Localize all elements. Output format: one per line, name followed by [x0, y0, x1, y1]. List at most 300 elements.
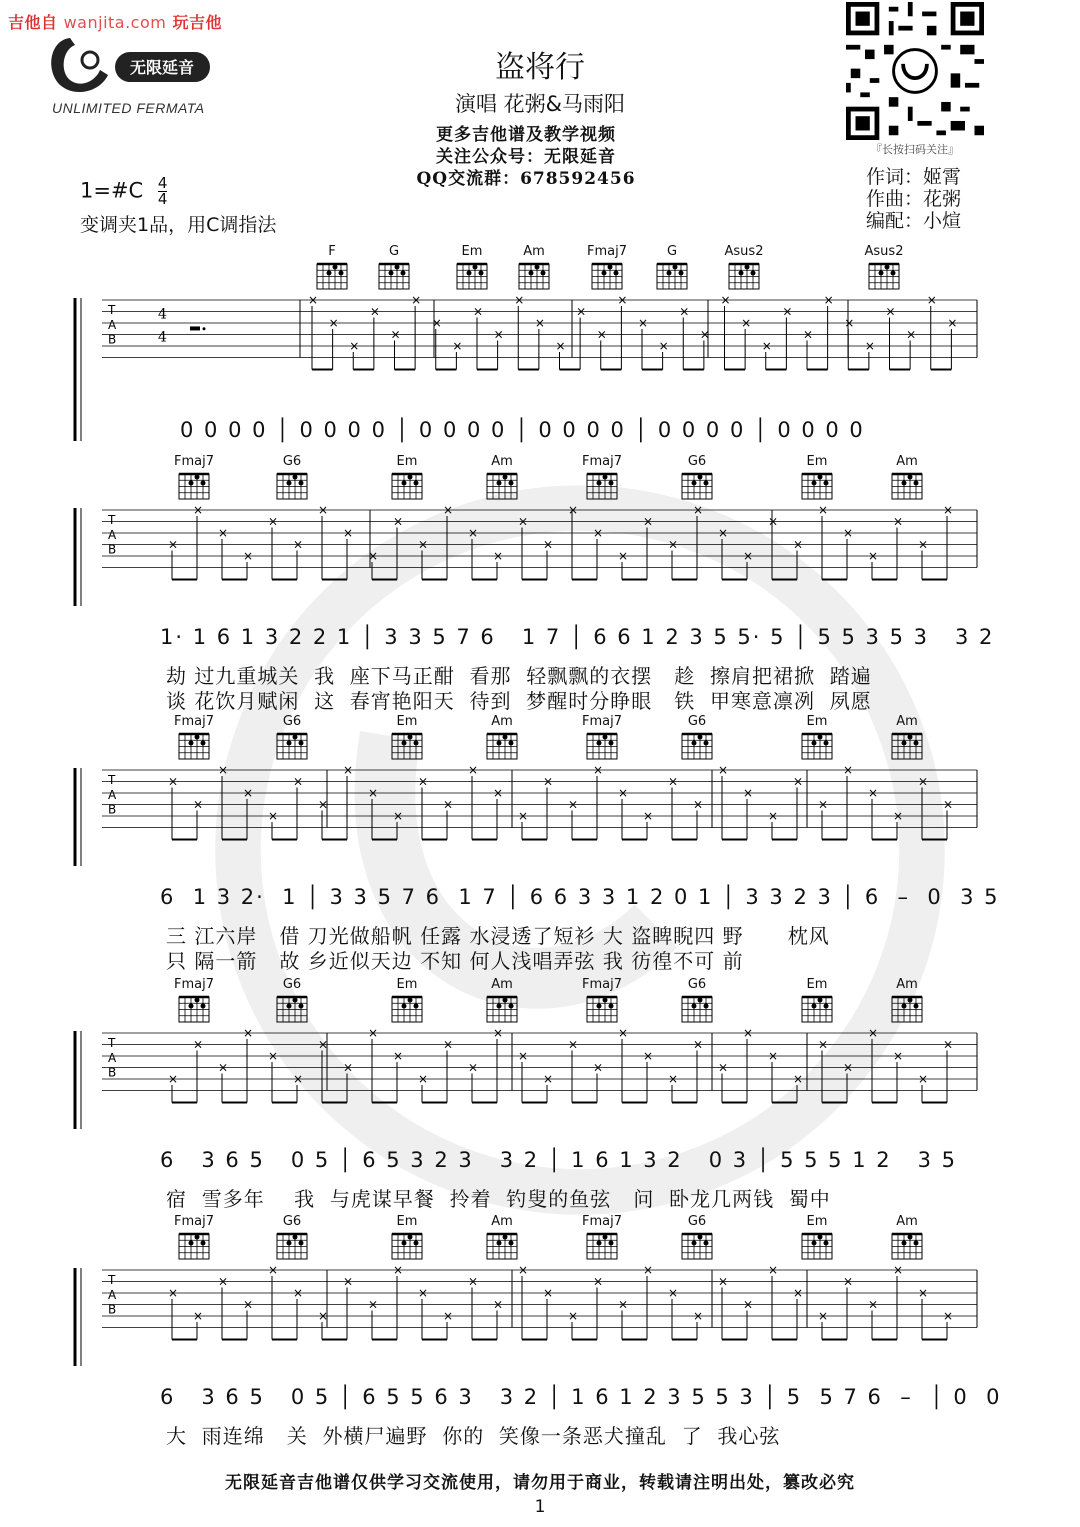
chord-name: Em	[396, 1214, 418, 1229]
chord-name: Am	[896, 454, 918, 469]
chord-diagram	[385, 1215, 429, 1261]
chord-diagram	[580, 978, 624, 1024]
key-signature	[80, 176, 167, 207]
svg-text:×: ×	[168, 537, 179, 552]
svg-text:×: ×	[618, 1029, 629, 1040]
svg-text:×: ×	[218, 766, 229, 777]
chord-diagram	[885, 455, 929, 501]
svg-text:A: A	[108, 1050, 117, 1065]
chord-grid	[889, 1231, 925, 1261]
svg-text:B: B	[108, 1302, 117, 1317]
qr-caption: 『长按扫码关注』	[871, 143, 959, 156]
svg-text:×: ×	[668, 774, 679, 789]
chord-grid	[389, 1231, 425, 1261]
svg-text:×: ×	[643, 1266, 654, 1277]
svg-text:×: ×	[658, 339, 669, 353]
lyric-line: 三 江六岸 借 刀光做船帆 任露 水浸透了短衫 大 盗睥睨四 野 枕风	[166, 924, 830, 948]
chord-diagram	[172, 455, 216, 501]
capo-instruction: 变调夹1品，用C调指法	[80, 214, 277, 236]
chord-diagram	[795, 1215, 839, 1261]
svg-text:×: ×	[793, 537, 804, 552]
chord-grid	[376, 261, 412, 291]
chord-diagram	[172, 715, 216, 761]
svg-text:×: ×	[906, 327, 917, 342]
svg-text:×: ×	[343, 1274, 354, 1289]
chord-grid	[866, 261, 902, 291]
svg-text:×: ×	[943, 1309, 954, 1323]
svg-text:×: ×	[493, 327, 504, 342]
chord-diagram	[385, 715, 429, 761]
svg-text:×: ×	[718, 1274, 729, 1289]
svg-text:×: ×	[452, 339, 463, 353]
svg-text:×: ×	[393, 809, 404, 823]
chord-grid	[484, 1231, 520, 1261]
chord-name: Em	[806, 454, 828, 469]
svg-text:×: ×	[493, 1297, 504, 1312]
svg-text:×: ×	[518, 809, 529, 823]
svg-text:×: ×	[555, 339, 566, 353]
svg-text:×: ×	[844, 316, 855, 330]
svg-text:B: B	[108, 332, 117, 347]
svg-text:×: ×	[443, 797, 454, 812]
chord-name: Am	[491, 714, 513, 729]
chord-grid	[454, 261, 490, 291]
chord-name: Fmaj7	[174, 714, 214, 729]
svg-text:×: ×	[918, 537, 929, 552]
chord-name: Fmaj7	[582, 977, 622, 992]
svg-text:×: ×	[411, 296, 422, 307]
chord-name: Fmaj7	[582, 454, 622, 469]
lyric-line: 谈 花饮月赋闲 这 春宵艳阳天 待到 梦醒时分睁眼 铁 甲寒意凛冽 夙愿	[166, 689, 872, 713]
svg-text:×: ×	[468, 1060, 479, 1075]
chord-grid	[484, 731, 520, 761]
svg-text:×: ×	[268, 514, 279, 529]
chord-diagram	[885, 715, 929, 761]
svg-text:×: ×	[468, 766, 479, 777]
svg-text:×: ×	[293, 1072, 304, 1086]
chord-name: F	[328, 244, 336, 259]
chord-diagram	[580, 1215, 624, 1261]
chord-grid	[679, 731, 715, 761]
svg-text:×: ×	[643, 514, 654, 529]
chord-grid	[679, 1231, 715, 1261]
svg-text:×: ×	[493, 549, 504, 563]
svg-text:×: ×	[543, 1072, 554, 1086]
svg-text:×: ×	[368, 1297, 379, 1312]
svg-text:×: ×	[468, 526, 479, 540]
svg-text:A: A	[108, 787, 117, 802]
chord-diagram	[385, 978, 429, 1024]
chord-diagram	[585, 245, 629, 291]
svg-text:B: B	[108, 802, 117, 817]
svg-text:×: ×	[168, 1286, 179, 1300]
svg-text:×: ×	[576, 304, 587, 319]
svg-text:×: ×	[493, 1029, 504, 1040]
chord-diagram	[172, 1215, 216, 1261]
svg-text:×: ×	[918, 1072, 929, 1086]
svg-text:A: A	[108, 527, 117, 542]
chord-grid	[589, 261, 625, 291]
svg-text:×: ×	[947, 316, 958, 330]
chord-grid	[176, 731, 212, 761]
chord-name: Am	[896, 977, 918, 992]
svg-text:×: ×	[843, 1060, 854, 1075]
svg-text:×: ×	[318, 1309, 329, 1323]
svg-text:×: ×	[518, 1266, 529, 1277]
svg-text:×: ×	[768, 514, 779, 529]
svg-text:×: ×	[618, 1297, 629, 1312]
chord-grid	[584, 731, 620, 761]
chord-diagram	[580, 715, 624, 761]
svg-text:×: ×	[243, 1029, 254, 1040]
chord-name: Fmaj7	[174, 1214, 214, 1229]
arranger: 编配：小煊	[866, 210, 962, 232]
svg-text:×: ×	[793, 1286, 804, 1300]
svg-text:A: A	[108, 317, 117, 332]
chord-name: G6	[282, 454, 302, 469]
svg-text:×: ×	[823, 296, 834, 307]
svg-text:×: ×	[568, 1309, 579, 1323]
svg-text:×: ×	[514, 296, 525, 307]
svg-text:×: ×	[893, 809, 904, 823]
chord-grid	[679, 471, 715, 501]
svg-text:×: ×	[693, 506, 704, 517]
svg-text:×: ×	[818, 1037, 829, 1052]
lyric-line: 劫 过九重城关 我 座下马正酣 看那 轻飘飘的衣摆 趁 擦肩把裙掀 踏遍	[166, 664, 872, 688]
chord-diagram	[675, 455, 719, 501]
svg-text:×: ×	[918, 774, 929, 789]
svg-text:×: ×	[718, 1060, 729, 1075]
svg-text:×: ×	[168, 1072, 179, 1086]
chord-grid	[176, 471, 212, 501]
svg-text:×: ×	[693, 1309, 704, 1323]
chord-grid	[799, 1231, 835, 1261]
tab-staff	[72, 766, 982, 871]
svg-text:×: ×	[268, 1049, 279, 1063]
svg-text:×: ×	[318, 797, 329, 812]
svg-text:×: ×	[268, 809, 279, 823]
chord-name: Fmaj7	[582, 1214, 622, 1229]
svg-text:×: ×	[343, 766, 354, 777]
svg-text:×: ×	[743, 786, 754, 800]
svg-text:×: ×	[368, 786, 379, 800]
svg-text:×: ×	[243, 1297, 254, 1312]
svg-text:×: ×	[693, 797, 704, 812]
svg-text:A: A	[108, 1287, 117, 1302]
svg-text:×: ×	[893, 1049, 904, 1063]
svg-text:×: ×	[893, 514, 904, 529]
svg-text:×: ×	[618, 549, 629, 563]
svg-text:×: ×	[668, 1286, 679, 1300]
chord-name: G6	[687, 1214, 707, 1229]
svg-text:×: ×	[568, 1037, 579, 1052]
chord-name: G6	[282, 714, 302, 729]
svg-text:×: ×	[390, 327, 401, 342]
qr-code[interactable]	[846, 2, 984, 140]
chord-grid	[274, 1231, 310, 1261]
chord-diagram	[270, 978, 314, 1024]
lyric-line: 大 雨连绵 关 外横尸遍野 你的 笑像一条恶犬撞乱 了 我心弦	[166, 1424, 781, 1448]
svg-text:×: ×	[568, 506, 579, 517]
svg-text:×: ×	[368, 1029, 379, 1040]
chord-name: Fmaj7	[174, 977, 214, 992]
svg-text:×: ×	[793, 1072, 804, 1086]
key-label: 1=#C	[80, 178, 144, 203]
chord-grid	[584, 994, 620, 1024]
chord-name: Am	[896, 1214, 918, 1229]
singers: 演唱 花粥&马雨阳	[454, 92, 626, 116]
chord-name: G6	[687, 714, 707, 729]
chord-name: Am	[896, 714, 918, 729]
page-number: 1	[534, 1497, 546, 1517]
svg-text:×: ×	[193, 506, 204, 517]
svg-text:×: ×	[308, 296, 319, 307]
chord-grid	[516, 261, 552, 291]
numbered-notation: 6 1 3 2· 1 │ 3 3 5 7 6 1 7 │ 6 6 3 3 1 2 0 1 │ 3 3 2 3 │ 6 – 0 3 5	[160, 885, 1000, 909]
time-bottom: 4	[157, 190, 168, 208]
svg-text:×: ×	[418, 1286, 429, 1300]
chord-diagram	[675, 978, 719, 1024]
chord-grid	[679, 994, 715, 1024]
chord-name: Fmaj7	[582, 714, 622, 729]
svg-text:×: ×	[893, 1266, 904, 1277]
lyric-line: 宿 雪多年 我 与虎谋早餐 拎着 钓叟的鱼弦 问 卧龙几两钱 蜀中	[166, 1187, 831, 1211]
svg-text:×: ×	[543, 1286, 554, 1300]
svg-text:×: ×	[318, 506, 329, 517]
chord-grid	[484, 471, 520, 501]
svg-text:×: ×	[328, 316, 339, 330]
svg-text:×: ×	[782, 304, 793, 319]
svg-text:×: ×	[473, 304, 484, 319]
svg-text:×: ×	[568, 797, 579, 812]
chord-diagram	[512, 245, 556, 291]
numbered-notation: 0 0 0 0 │ 0 0 0 0 │ 0 0 0 0 │ 0 0 0 0 │ 0 0 0 0 │ 0 0 0 0	[180, 418, 865, 442]
svg-text:×: ×	[431, 316, 442, 330]
svg-text:×: ×	[693, 1037, 704, 1052]
svg-text:×: ×	[393, 1049, 404, 1063]
chord-grid	[584, 471, 620, 501]
chord-name: G6	[282, 977, 302, 992]
chord-grid	[176, 1231, 212, 1261]
chord-diagram	[270, 455, 314, 501]
chord-diagram	[650, 245, 694, 291]
svg-text:×: ×	[617, 296, 628, 307]
svg-text:×: ×	[768, 809, 779, 823]
numbered-notation: 1· 1 6 1 3 2 2 1 │ 3 3 5 7 6 1 7 │ 6 6 1 2 3 5 5· 5 │ 5 5 3 5 3 3 2	[160, 625, 995, 649]
chord-diagram	[270, 715, 314, 761]
svg-text:×: ×	[418, 537, 429, 552]
tab-staff	[72, 506, 982, 611]
svg-text:×: ×	[493, 786, 504, 800]
svg-text:×: ×	[868, 549, 879, 563]
svg-text:×: ×	[868, 1029, 879, 1040]
brand-subtitle: UNLIMITED FERMATA	[52, 100, 205, 116]
chord-name: Em	[396, 714, 418, 729]
chord-name: Fmaj7	[174, 454, 214, 469]
chord-diagram	[885, 1215, 929, 1261]
svg-text:×: ×	[543, 537, 554, 552]
chord-diagram	[372, 245, 416, 291]
svg-text:T: T	[108, 772, 116, 787]
chord-diagram	[270, 1215, 314, 1261]
svg-text:×: ×	[418, 774, 429, 789]
chord-diagram	[795, 455, 839, 501]
promo-line: 更多吉他谱及教学视频	[436, 125, 616, 145]
svg-text:×: ×	[699, 327, 710, 342]
svg-text:×: ×	[443, 506, 454, 517]
svg-text:×: ×	[643, 809, 654, 823]
svg-text:×: ×	[393, 514, 404, 529]
chord-grid	[726, 261, 762, 291]
svg-text:×: ×	[885, 304, 896, 319]
chord-diagram	[675, 1215, 719, 1261]
svg-text:×: ×	[818, 1309, 829, 1323]
svg-text:×: ×	[818, 506, 829, 517]
svg-text:×: ×	[593, 526, 604, 540]
chord-name: Asus2	[864, 244, 904, 259]
svg-text:×: ×	[193, 797, 204, 812]
svg-text:4: 4	[158, 329, 167, 346]
chord-diagram	[310, 245, 354, 291]
lyric-line: 只 隔一箭 故 乡近似天边 不知 何人浅唱弄弦 我 彷徨不可 前	[166, 949, 744, 973]
chord-name: Fmaj7	[587, 244, 627, 259]
site-name: 吉他自	[8, 13, 58, 32]
svg-text:×: ×	[543, 774, 554, 789]
chord-name: Em	[396, 454, 418, 469]
svg-text:T: T	[108, 302, 116, 317]
svg-text:×: ×	[518, 1049, 529, 1063]
lyricist: 作词：姬霄	[866, 166, 962, 188]
time-top: 4	[157, 174, 168, 192]
chord-grid	[314, 261, 350, 291]
svg-text:×: ×	[443, 1037, 454, 1052]
svg-text:×: ×	[679, 304, 690, 319]
svg-text:×: ×	[793, 774, 804, 789]
svg-text:×: ×	[643, 1049, 654, 1063]
chord-name: Em	[461, 244, 483, 259]
chord-grid	[389, 471, 425, 501]
svg-text:×: ×	[518, 514, 529, 529]
chord-grid	[799, 471, 835, 501]
svg-text:×: ×	[534, 316, 545, 330]
svg-text:×: ×	[349, 339, 360, 353]
chord-diagram	[450, 245, 494, 291]
svg-text:×: ×	[593, 766, 604, 777]
chord-grid	[389, 994, 425, 1024]
svg-text:×: ×	[168, 774, 179, 789]
chord-diagram	[480, 455, 524, 501]
chord-diagram	[480, 715, 524, 761]
svg-text:×: ×	[593, 1274, 604, 1289]
chord-grid	[484, 994, 520, 1024]
chord-name: G	[388, 244, 400, 259]
composer: 作曲：花粥	[866, 188, 962, 210]
svg-text:×: ×	[596, 327, 607, 342]
chord-name: Em	[806, 714, 828, 729]
svg-text:×: ×	[918, 1286, 929, 1300]
svg-text:×: ×	[818, 797, 829, 812]
svg-text:×: ×	[193, 1037, 204, 1052]
site-url[interactable]: wanjita.com	[63, 13, 167, 32]
chord-grid	[274, 471, 310, 501]
svg-text:×: ×	[318, 1037, 329, 1052]
svg-text:×: ×	[243, 549, 254, 563]
svg-text:×: ×	[268, 1266, 279, 1277]
svg-text:×: ×	[843, 1274, 854, 1289]
chord-name: Em	[806, 977, 828, 992]
svg-text:×: ×	[743, 549, 754, 563]
svg-text:×: ×	[720, 296, 731, 307]
copyright-notice: 无限延音吉他谱仅供学习交流使用，请勿用于商业，转载请注明出处，篡改必究	[225, 1473, 855, 1493]
svg-text:×: ×	[343, 1060, 354, 1075]
svg-text:×: ×	[293, 537, 304, 552]
chord-name: G6	[687, 977, 707, 992]
chord-grid	[176, 994, 212, 1024]
chord-grid	[889, 994, 925, 1024]
svg-text:×: ×	[803, 327, 814, 342]
song-title: 盗将行	[495, 50, 585, 85]
tab-staff	[72, 1266, 982, 1371]
svg-text:T: T	[108, 1272, 116, 1287]
chord-name: G6	[687, 454, 707, 469]
chord-diagram	[172, 978, 216, 1024]
svg-text:×: ×	[343, 526, 354, 540]
svg-text:B: B	[108, 1065, 117, 1080]
chord-name: G	[666, 244, 678, 259]
chord-diagram	[385, 455, 429, 501]
chord-grid	[584, 1231, 620, 1261]
svg-text:×: ×	[926, 296, 937, 307]
svg-text:×: ×	[668, 1072, 679, 1086]
svg-text:×: ×	[761, 339, 772, 353]
chord-diagram	[722, 245, 766, 291]
chord-grid	[274, 731, 310, 761]
svg-text:×: ×	[218, 526, 229, 540]
svg-text:×: ×	[943, 1037, 954, 1052]
chord-diagram	[795, 715, 839, 761]
promo-line: 关注公众号：无限延音	[436, 147, 616, 167]
svg-text:×: ×	[418, 1072, 429, 1086]
numbered-notation: 6 3 6 5 0 5 │ 6 5 3 2 3 3 2 │ 1 6 1 3 2 0 3 │ 5 5 5 1 2 3 5	[160, 1148, 958, 1172]
svg-text:×: ×	[864, 339, 875, 353]
chord-grid	[799, 731, 835, 761]
svg-text:×: ×	[369, 304, 380, 319]
svg-text:×: ×	[443, 1309, 454, 1323]
svg-text:×: ×	[193, 1309, 204, 1323]
site-suffix: 玩吉他	[172, 13, 222, 32]
svg-text:×: ×	[718, 766, 729, 777]
chord-name: Am	[491, 1214, 513, 1229]
chord-grid	[889, 471, 925, 501]
chord-diagram	[480, 978, 524, 1024]
svg-text:T: T	[108, 1035, 116, 1050]
svg-text:×: ×	[768, 1049, 779, 1063]
svg-text:×: ×	[943, 797, 954, 812]
svg-text:B: B	[108, 542, 117, 557]
chord-diagram	[480, 1215, 524, 1261]
chord-name: Am	[491, 977, 513, 992]
chord-grid	[799, 994, 835, 1024]
svg-text:T: T	[108, 512, 116, 527]
svg-text:×: ×	[218, 1274, 229, 1289]
svg-text:×: ×	[618, 786, 629, 800]
svg-text:×: ×	[293, 774, 304, 789]
svg-text:×: ×	[768, 1266, 779, 1277]
svg-text:×: ×	[593, 1060, 604, 1075]
chord-diagram	[675, 715, 719, 761]
svg-text:4: 4	[158, 306, 167, 323]
svg-text:×: ×	[638, 316, 649, 330]
